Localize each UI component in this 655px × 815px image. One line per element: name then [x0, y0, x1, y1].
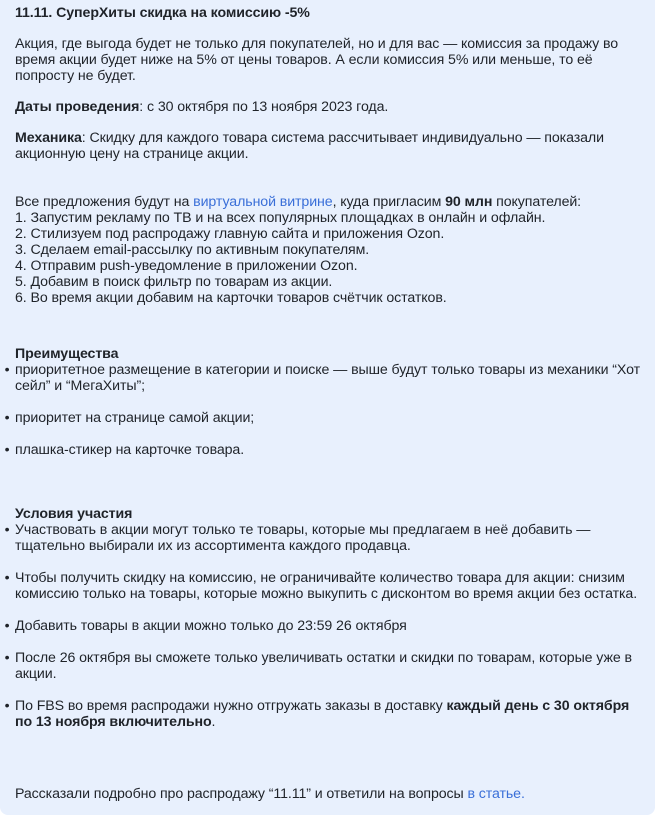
bullet-icon: •: [4, 410, 10, 426]
bullet-icon: •: [4, 618, 10, 634]
offers-prefix: Все предложения будут на: [15, 194, 194, 210]
conditions-item-text: Чтобы получить скидку на комиссию, не ограничивайте количество товара для акции: снизим комиссию только на товары, которые можно выкупить с дисконтом во время акции без остатка.: [15, 570, 638, 602]
advantages-list-item: [4, 442, 641, 458]
dates-text: : с 30 октября по 13 ноября 2023 года.: [139, 99, 389, 115]
spacer: [15, 474, 641, 506]
offers-list-item: 6. Во время акции добавим на карточки товаров счётчик остатков.: [15, 290, 447, 306]
offers-list-item: 3. Сделаем email-рассылку по активным покупателям.: [15, 242, 370, 258]
spacer: [15, 306, 641, 346]
conditions-item-text: Участвовать в акции могут только те товары, которые мы предлагаем в неё добавить — тщательно выбирали их из ассортимента каждого продавца.: [15, 522, 591, 554]
offers-list: [15, 210, 641, 306]
footer-paragraph: [15, 786, 641, 802]
advantages-item-text: приоритетное размещение в категории и поиске — выше будут только товары из механики “Хот сейл” и “МегаХиты”;: [15, 362, 640, 394]
advantages-item-text: приоритет на странице самой акции;: [15, 410, 255, 426]
advantages-list-item: [4, 410, 641, 426]
promo-title: 11.11. СуперХиты скидка на комиссию -5%: [15, 5, 310, 21]
conditions-section: [4, 506, 641, 730]
bullet-icon: •: [4, 442, 10, 458]
spacer: [15, 162, 641, 194]
bullet-icon: •: [4, 570, 10, 586]
offers-list-item: 1. Запустим рекламу по ТВ и на всех популярных площадках в онлайн и офлайн.: [15, 210, 546, 226]
conditions-item-text: Добавить товары в акции можно только до 23:59 26 октября: [15, 618, 407, 634]
bullet-icon: •: [4, 362, 10, 378]
offers-suffix: покупателей:: [492, 194, 582, 210]
offers-list-item: 5. Добавим в поиск фильтр по товарам из акции.: [15, 274, 333, 290]
bullet-icon: •: [4, 522, 10, 538]
fbs-dates: каждый день с 30 октября по 13 ноября включительно: [15, 698, 630, 730]
advantages-list-item: [4, 362, 641, 394]
conditions-list-item: [4, 618, 641, 634]
advantages-list: [4, 362, 641, 458]
offers-list-item: 4. Отправим push-уведомление в приложении Ozon.: [15, 258, 358, 274]
dates-paragraph: [15, 99, 641, 115]
mechanics-text: : Скидку для каждого товара система рассчитывает индивидуально — показали акционную цену на странице акции.: [15, 130, 604, 162]
conditions-list: [4, 522, 641, 730]
offers-block: [15, 194, 641, 306]
offers-middle: , куда пригласим: [332, 194, 446, 210]
advantages-item-text: плашка-стикер на карточке товара.: [15, 442, 245, 458]
conditions-list-item: [4, 570, 641, 602]
advantages-heading: Преимущества: [15, 346, 119, 362]
conditions-item-text: После 26 октября вы сможете только увеличивать остатки и скидки по товарам, которые уже в акции.: [15, 650, 632, 682]
fbs-suffix: .: [211, 714, 216, 730]
advantages-section: [4, 346, 641, 458]
mechanics-label: Механика: [15, 130, 82, 146]
virtual-showcase-link[interactable]: виртуальной витрине: [193, 194, 333, 210]
fbs-text: По FBS во время распродажи нужно отгружать заказы в доставку: [15, 698, 447, 714]
conditions-list-item: [4, 650, 641, 682]
offers-audience: 90 млн: [445, 194, 493, 210]
conditions-list-item: [4, 698, 641, 730]
spacer: [15, 746, 641, 786]
bullet-icon: •: [4, 650, 10, 666]
offers-list-item: 2. Стилизуем под распродажу главную сайта и приложения Ozon.: [15, 226, 445, 242]
mechanics-paragraph: [15, 130, 641, 162]
conditions-list-item: [4, 522, 641, 554]
article-link[interactable]: в статье.: [467, 786, 525, 802]
dates-label: Даты проведения: [15, 99, 140, 115]
conditions-heading: Условия участия: [15, 506, 133, 522]
offers-intro: [15, 194, 641, 210]
footer-text: Рассказали подробно про распродажу “11.11” и ответили на вопросы: [15, 786, 468, 802]
intro-paragraph: Акция, где выгода будет не только для покупателей, но и для вас — комиссия за продажу во время акции будет ниже на 5% от цены товаров. А если комиссия 5% или меньше, то её попросту не будет.: [15, 36, 619, 84]
bullet-icon: •: [4, 698, 10, 714]
